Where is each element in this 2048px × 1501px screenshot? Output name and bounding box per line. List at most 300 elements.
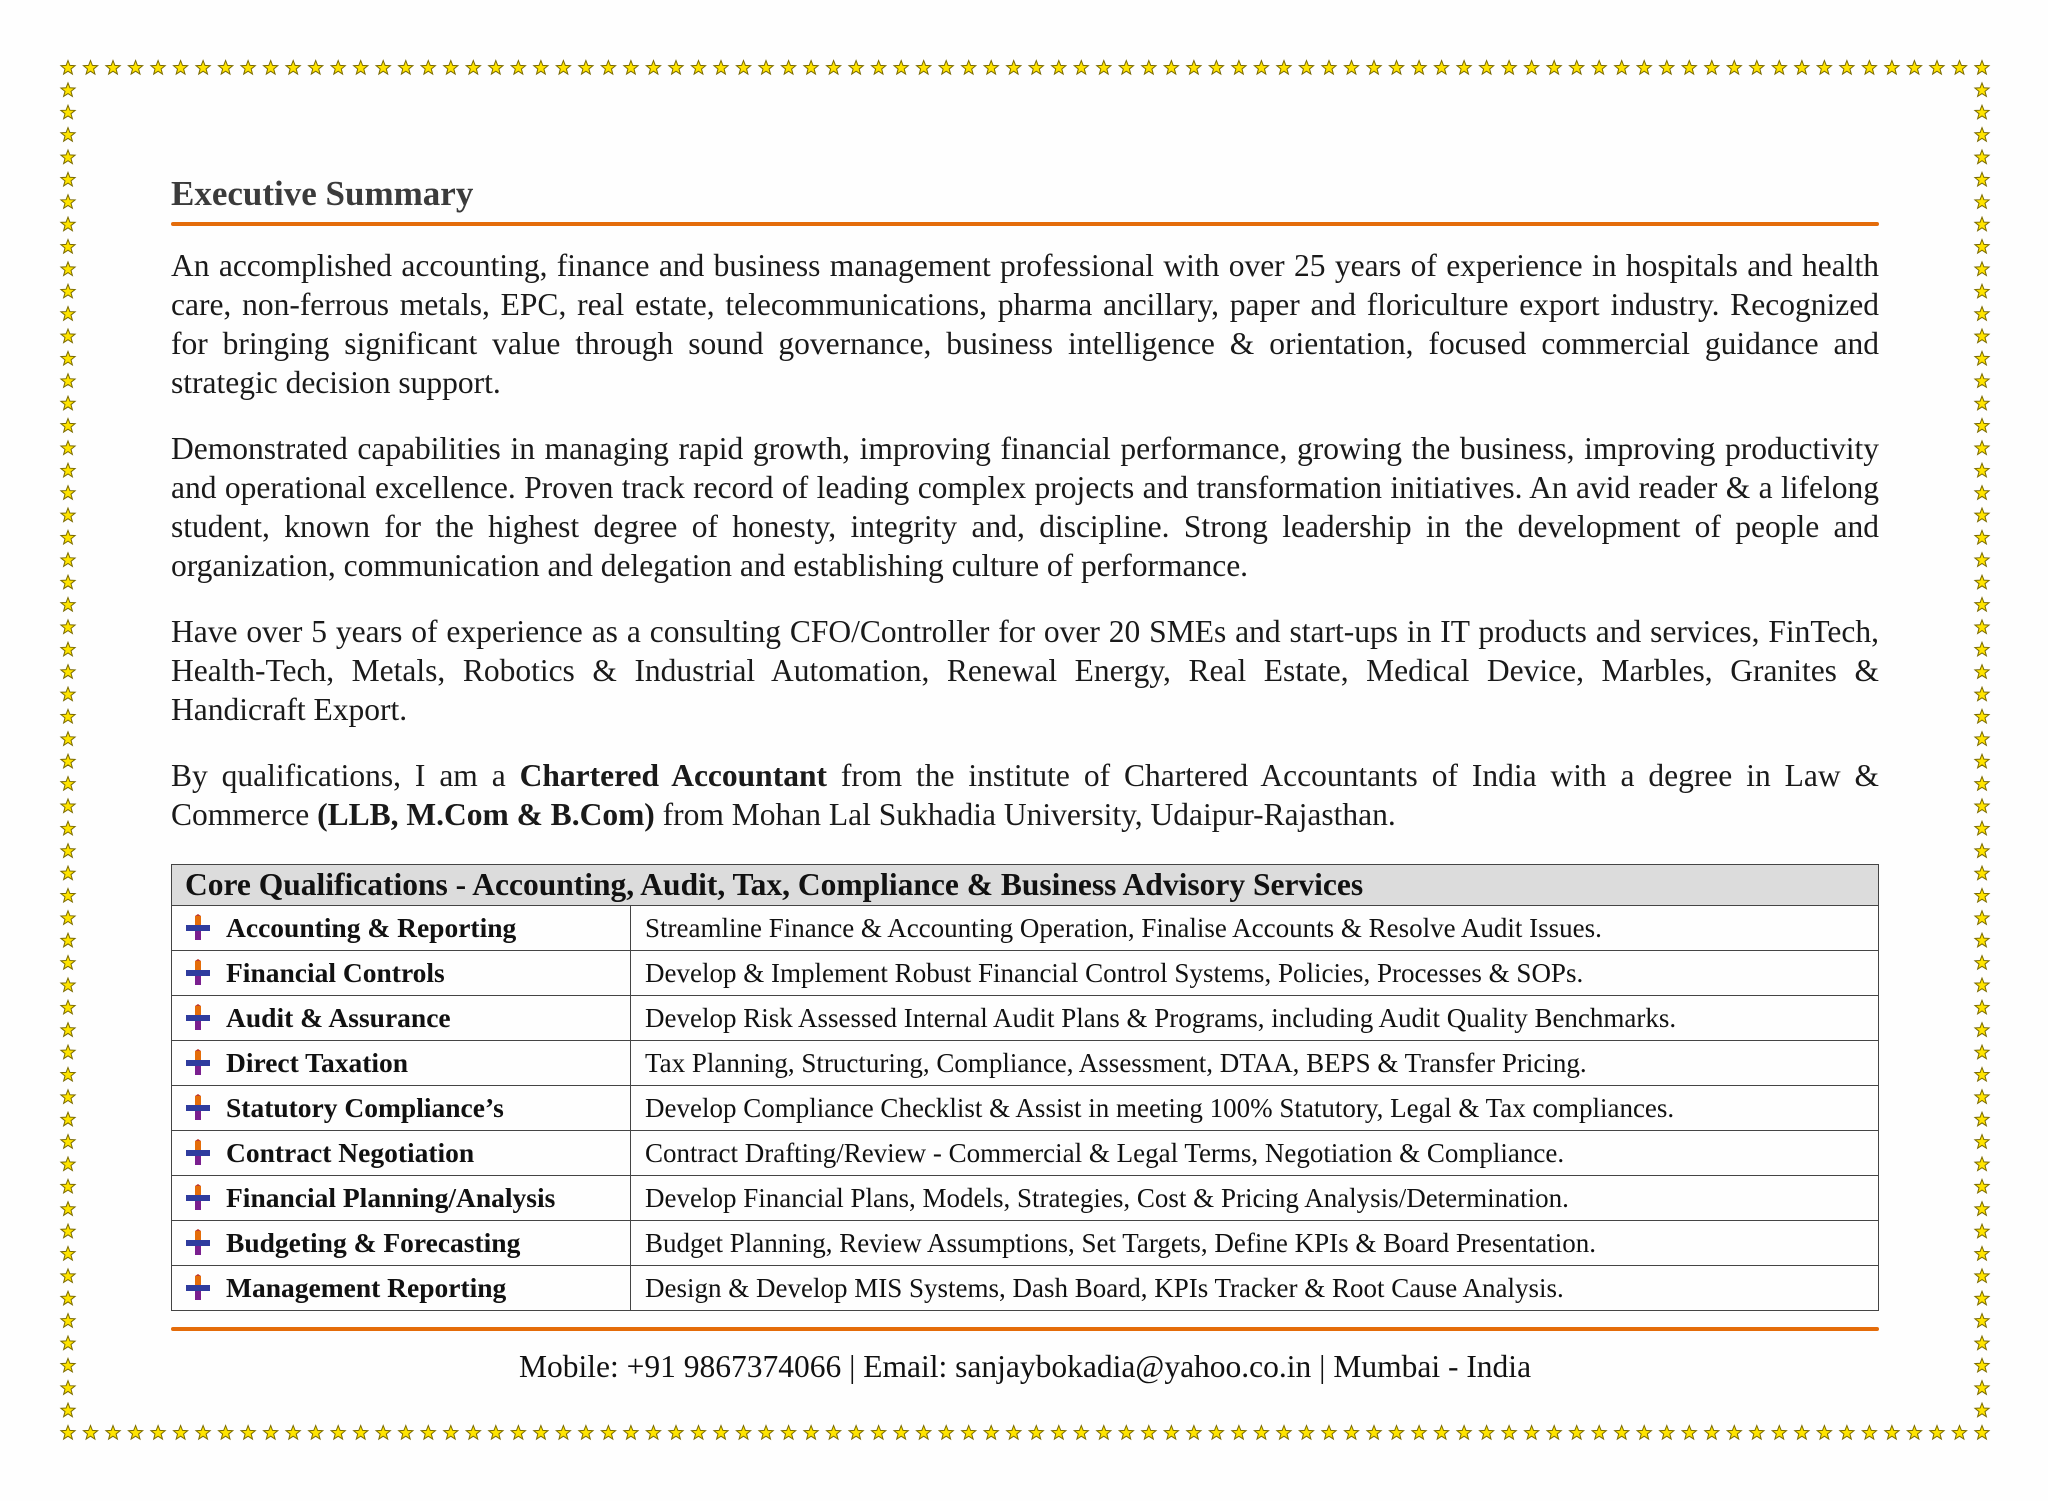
border-star-icon (1570, 1426, 1584, 1440)
border-star-icon (399, 61, 413, 75)
plus-arrow-bullet-icon (184, 959, 226, 987)
border-star-icon (61, 598, 75, 612)
border-star-icon (1975, 665, 1989, 679)
border-star-icon (1975, 396, 1989, 410)
border-star-icon (1164, 61, 1178, 75)
border-star-icon (1975, 1224, 1989, 1238)
border-star-icon (1975, 329, 1989, 343)
border-star-icon (1975, 889, 1989, 903)
border-star-icon (1727, 61, 1741, 75)
border-star-icon (827, 1426, 841, 1440)
qualification-description: Contract Drafting/Review - Commercial & Legal Terms, Negotiation & Compliance. (631, 1131, 1879, 1176)
border-star-icon (1322, 1426, 1336, 1440)
border-star-icon (128, 1426, 142, 1440)
contact-footer: Mobile: +91 9867374066 | Email: sanjaybokadia@yahoo.co.in | Mumbai - India (518, 1349, 1532, 1384)
border-star-icon (804, 61, 818, 75)
qualification-area: Statutory Compliance’s (226, 1092, 504, 1123)
border-star-icon (61, 284, 75, 298)
border-star-icon (174, 1426, 188, 1440)
border-star-icon (61, 1336, 75, 1350)
border-star-icon (714, 1426, 728, 1440)
border-star-icon (61, 105, 75, 119)
qualification-row (172, 951, 1879, 996)
border-star-icon (1975, 1068, 1989, 1082)
border-star-icon (83, 61, 97, 75)
border-star-icon (804, 1426, 818, 1440)
border-star-icon (1029, 1426, 1043, 1440)
border-star-icon (1187, 61, 1201, 75)
border-star-icon (1907, 61, 1921, 75)
border-star-icon (1592, 61, 1606, 75)
qualification-area-cell (172, 1266, 631, 1311)
border-star-icon (1592, 1426, 1606, 1440)
qualification-area-cell (172, 1041, 631, 1086)
border-star-icon (1434, 61, 1448, 75)
border-star-icon (1637, 61, 1651, 75)
border-star-icon (1885, 61, 1899, 75)
qualification-area-cell (172, 906, 631, 951)
border-star-icon (781, 61, 795, 75)
plus-arrow-bullet-icon (184, 1184, 226, 1212)
border-star-icon (1930, 1426, 1944, 1440)
summary-paragraph-1: An accomplished accounting, finance and business management professional with over 25 years of experience in hospitals and health care, non-ferrous metals, EPC, real estate, telecommunications, pharma ancillary, paper and floriculture export industry. Recognized for bringing significant value through sound governance, business intelligence & orientation, focused commercial guidance and strategic decision support. (171, 248, 1879, 400)
border-star-icon (917, 1426, 931, 1440)
qualification-row (172, 1221, 1879, 1266)
qualification-area: Financial Planning/Analysis (226, 1182, 556, 1213)
border-star-icon (61, 1112, 75, 1126)
border-star-icon (1975, 150, 1989, 164)
border-star-icon (1209, 1426, 1223, 1440)
border-star-icon (1975, 709, 1989, 723)
border-star-icon (1547, 1426, 1561, 1440)
border-star-icon (61, 486, 75, 500)
border-star-icon (61, 128, 75, 142)
border-star-icon (61, 374, 75, 388)
border-star-icon (219, 61, 233, 75)
border-star-icon (1975, 284, 1989, 298)
border-star-icon (1367, 1426, 1381, 1440)
footer-rule (171, 1327, 1879, 1331)
core-qualifications-header: Core Qualifications - Accounting, Audit, Tax, Compliance & Business Advisory Services (172, 865, 1879, 906)
qualification-description: Design & Develop MIS Systems, Dash Board, KPIs Tracker & Root Cause Analysis. (631, 1266, 1879, 1311)
border-star-icon (1975, 620, 1989, 634)
border-star-icon (1615, 61, 1629, 75)
border-star-icon (264, 61, 278, 75)
border-star-icon (61, 844, 75, 858)
border-star-icon (61, 1090, 75, 1104)
border-star-icon (534, 1426, 548, 1440)
border-star-icon (61, 1403, 75, 1417)
border-star-icon (714, 61, 728, 75)
border-star-icon (1975, 1157, 1989, 1171)
border-star-icon (511, 1426, 525, 1440)
border-star-icon (1007, 61, 1021, 75)
border-star-icon (1412, 1426, 1426, 1440)
border-star-icon (1795, 1426, 1809, 1440)
border-star-icon (1975, 1336, 1989, 1350)
border-star-icon (646, 1426, 660, 1440)
border-star-icon (1277, 1426, 1291, 1440)
qualification-description: Develop Financial Plans, Models, Strategies, Cost & Pricing Analysis/Determination. (631, 1176, 1879, 1221)
border-star-icon (286, 61, 300, 75)
border-star-icon (1975, 642, 1989, 656)
border-star-icon (669, 1426, 683, 1440)
border-star-icon (61, 956, 75, 970)
border-star-icon (1029, 61, 1043, 75)
border-star-icon (1975, 262, 1989, 276)
border-star-icon (61, 172, 75, 186)
qualification-area: Audit & Assurance (226, 1002, 451, 1033)
border-star-icon (1412, 61, 1426, 75)
border-star-icon (61, 83, 75, 97)
section-title: Executive Summary (171, 174, 474, 213)
border-star-icon (1074, 1426, 1088, 1440)
border-star-icon (646, 61, 660, 75)
border-star-icon (1705, 1426, 1719, 1440)
border-star-icon (511, 61, 525, 75)
border-star-icon (61, 687, 75, 701)
border-star-icon (579, 1426, 593, 1440)
border-star-icon (331, 1426, 345, 1440)
border-star-icon (1975, 1358, 1989, 1372)
qualification-area: Direct Taxation (226, 1047, 409, 1078)
border-star-icon (1637, 1426, 1651, 1440)
border-star-icon (1975, 441, 1989, 455)
border-star-icon (1975, 598, 1989, 612)
border-star-icon (61, 642, 75, 656)
border-star-icon (1975, 419, 1989, 433)
border-star-icon (61, 61, 75, 75)
border-star-icon (872, 1426, 886, 1440)
border-star-icon (151, 61, 165, 75)
qualification-description: Develop Compliance Checklist & Assist in meeting 100% Statutory, Legal & Tax compliances. (631, 1086, 1879, 1131)
border-star-icon (61, 1045, 75, 1059)
border-star-icon (61, 508, 75, 522)
border-star-icon (61, 911, 75, 925)
border-star-icon (1772, 61, 1786, 75)
border-star-icon (61, 1068, 75, 1082)
border-star-icon (1975, 1269, 1989, 1283)
border-star-icon (1862, 61, 1876, 75)
border-star-icon (61, 1224, 75, 1238)
border-star-icon (962, 1426, 976, 1440)
border-star-icon (61, 933, 75, 947)
border-star-icon (61, 1247, 75, 1261)
border-star-icon (579, 61, 593, 75)
border-star-icon (1480, 61, 1494, 75)
title-underline (171, 222, 1879, 226)
border-star-icon (1975, 1403, 1989, 1417)
border-star-icon (1052, 1426, 1066, 1440)
border-star-icon (61, 821, 75, 835)
border-star-icon (1975, 933, 1989, 947)
border-star-icon (1705, 61, 1719, 75)
border-star-icon (1232, 61, 1246, 75)
border-star-icon (376, 61, 390, 75)
border-star-icon (61, 709, 75, 723)
border-star-icon (759, 1426, 773, 1440)
border-star-icon (331, 61, 345, 75)
plus-arrow-bullet-icon (184, 1229, 226, 1257)
border-star-icon (444, 61, 458, 75)
border-star-icon (849, 61, 863, 75)
qualification-degrees: (LLB, M.Com & B.Com) (317, 797, 655, 832)
border-star-icon (1570, 61, 1584, 75)
qualification-area-cell (172, 1176, 631, 1221)
border-star-icon (624, 61, 638, 75)
border-star-icon (1952, 61, 1966, 75)
border-star-icon (354, 61, 368, 75)
border-star-icon (1975, 911, 1989, 925)
border-star-icon (61, 1358, 75, 1372)
border-star-icon (421, 1426, 435, 1440)
border-star-icon (1975, 1291, 1989, 1305)
border-star-icon (1817, 1426, 1831, 1440)
border-star-icon (1975, 128, 1989, 142)
border-star-icon (1682, 1426, 1696, 1440)
border-star-icon (1682, 61, 1696, 75)
border-star-icon (61, 530, 75, 544)
border-star-icon (624, 1426, 638, 1440)
border-star-icon (894, 61, 908, 75)
border-star-icon (61, 799, 75, 813)
summary-paragraph-4 (171, 756, 1879, 834)
border-star-icon (61, 1426, 75, 1440)
border-star-icon (241, 61, 255, 75)
border-star-icon (1975, 172, 1989, 186)
border-star-icon (601, 61, 615, 75)
qualification-row (172, 1131, 1879, 1176)
border-star-icon (61, 307, 75, 321)
border-star-icon (174, 61, 188, 75)
border-star-icon (556, 1426, 570, 1440)
border-star-icon (241, 1426, 255, 1440)
plus-arrow-bullet-icon (184, 1139, 226, 1167)
border-star-icon (1975, 105, 1989, 119)
border-star-icon (1975, 732, 1989, 746)
border-star-icon (61, 351, 75, 365)
plus-arrow-bullet-icon (184, 914, 226, 942)
border-star-icon (1142, 61, 1156, 75)
border-star-icon (1975, 240, 1989, 254)
qualification-area: Accounting & Reporting (226, 912, 517, 943)
border-star-icon (556, 61, 570, 75)
border-star-icon (849, 1426, 863, 1440)
border-star-icon (894, 1426, 908, 1440)
border-star-icon (691, 61, 705, 75)
border-star-icon (61, 195, 75, 209)
border-star-icon (421, 61, 435, 75)
border-star-icon (1975, 978, 1989, 992)
qualification-row (172, 1041, 1879, 1086)
qualification-area: Financial Controls (226, 957, 445, 988)
qualification-area: Management Reporting (226, 1272, 507, 1303)
qualification-text-3: from Mohan Lal Sukhadia University, Udaipur-Rajasthan. (654, 797, 1396, 832)
border-star-icon (1119, 1426, 1133, 1440)
border-star-icon (61, 150, 75, 164)
border-star-icon (466, 1426, 480, 1440)
border-star-icon (1277, 61, 1291, 75)
border-star-icon (1660, 1426, 1674, 1440)
border-star-icon (151, 1426, 165, 1440)
border-star-icon (219, 1426, 233, 1440)
border-star-icon (534, 61, 548, 75)
border-star-icon (309, 61, 323, 75)
summary-paragraph-3: Have over 5 years of experience as a consulting CFO/Controller for over 20 SMEs and start-ups in IT products and services, FinTech, Health-Tech, Metals, Robotics & Industrial Automation, Renewal Energy, Real Estate, Medical Device, Marbles, Granites & Handicraft Export. (171, 614, 1879, 727)
border-star-icon (939, 1426, 953, 1440)
border-star-icon (1772, 1426, 1786, 1440)
border-star-icon (691, 1426, 705, 1440)
border-star-icon (1975, 486, 1989, 500)
border-star-icon (1975, 821, 1989, 835)
border-star-icon (827, 61, 841, 75)
qualification-row (172, 1266, 1879, 1311)
border-star-icon (1209, 61, 1223, 75)
border-star-icon (106, 1426, 120, 1440)
border-star-icon (1975, 217, 1989, 231)
border-star-icon (1525, 61, 1539, 75)
border-star-icon (1975, 351, 1989, 365)
border-star-icon (736, 1426, 750, 1440)
border-star-icon (1615, 1426, 1629, 1440)
border-star-icon (1344, 1426, 1358, 1440)
core-qualifications-body (172, 906, 1879, 1311)
border-star-icon (1097, 1426, 1111, 1440)
border-star-icon (1975, 1179, 1989, 1193)
border-star-icon (917, 61, 931, 75)
border-star-icon (1795, 61, 1809, 75)
border-star-icon (1750, 1426, 1764, 1440)
border-star-icon (61, 754, 75, 768)
border-star-icon (61, 1157, 75, 1171)
plus-arrow-bullet-icon (184, 1274, 226, 1302)
border-star-icon (1975, 1314, 1989, 1328)
qualification-area-cell (172, 1131, 631, 1176)
border-star-icon (781, 1426, 795, 1440)
border-star-icon (1502, 61, 1516, 75)
border-star-icon (106, 61, 120, 75)
border-star-icon (61, 396, 75, 410)
border-star-icon (1975, 866, 1989, 880)
border-star-icon (1299, 61, 1313, 75)
border-star-icon (1389, 1426, 1403, 1440)
plus-arrow-bullet-icon (184, 1049, 226, 1077)
border-star-icon (83, 1426, 97, 1440)
border-star-icon (61, 665, 75, 679)
border-star-icon (1975, 374, 1989, 388)
border-star-icon (1907, 1426, 1921, 1440)
border-star-icon (1457, 61, 1471, 75)
border-star-icon (1547, 61, 1561, 75)
border-star-icon (1187, 1426, 1201, 1440)
border-star-icon (128, 61, 142, 75)
page-content (171, 168, 1879, 1387)
border-star-icon (1052, 61, 1066, 75)
border-star-icon (61, 262, 75, 276)
border-star-icon (61, 1135, 75, 1149)
border-star-icon (61, 329, 75, 343)
qualification-description: Budget Planning, Review Assumptions, Set Targets, Define KPIs & Board Presentation. (631, 1221, 1879, 1266)
border-star-icon (1007, 1426, 1021, 1440)
core-qualifications-table (171, 864, 1879, 1311)
border-star-icon (759, 61, 773, 75)
border-star-icon (601, 1426, 615, 1440)
border-star-icon (1975, 1023, 1989, 1037)
qualification-area-cell (172, 996, 631, 1041)
border-star-icon (1975, 530, 1989, 544)
border-star-icon (1975, 463, 1989, 477)
border-star-icon (264, 1426, 278, 1440)
qualification-description: Tax Planning, Structuring, Compliance, Assessment, DTAA, BEPS & Transfer Pricing. (631, 1041, 1879, 1086)
border-star-icon (1480, 1426, 1494, 1440)
border-star-icon (1930, 61, 1944, 75)
border-star-icon (1840, 61, 1854, 75)
border-star-icon (1254, 1426, 1268, 1440)
qualification-text-2: from the institute of Chartered Accountants of India with a degree in Law & Commerce (171, 758, 1879, 832)
qualification-row (172, 1086, 1879, 1131)
qualification-row (172, 996, 1879, 1041)
border-star-icon (489, 61, 503, 75)
border-star-icon (1952, 1426, 1966, 1440)
border-star-icon (1322, 61, 1336, 75)
border-star-icon (61, 553, 75, 567)
border-star-icon (196, 1426, 210, 1440)
border-star-icon (61, 441, 75, 455)
border-star-icon (1975, 83, 1989, 97)
border-star-icon (1344, 61, 1358, 75)
border-star-icon (61, 1023, 75, 1037)
qualification-description: Develop Risk Assessed Internal Audit Plans & Programs, including Audit Quality Benchmarks. (631, 996, 1879, 1041)
border-star-icon (61, 866, 75, 880)
border-star-icon (736, 61, 750, 75)
border-star-icon (1457, 1426, 1471, 1440)
border-star-icon (1975, 508, 1989, 522)
border-star-icon (61, 1269, 75, 1283)
border-star-icon (1660, 61, 1674, 75)
border-star-icon (1434, 1426, 1448, 1440)
qualification-area: Contract Negotiation (226, 1137, 475, 1168)
border-star-icon (962, 61, 976, 75)
border-star-icon (61, 217, 75, 231)
border-star-icon (61, 419, 75, 433)
border-star-icon (669, 61, 683, 75)
border-star-icon (61, 777, 75, 791)
border-star-icon (286, 1426, 300, 1440)
border-star-icon (1975, 1247, 1989, 1261)
border-star-icon (1254, 61, 1268, 75)
border-star-icon (1525, 1426, 1539, 1440)
border-star-icon (1097, 61, 1111, 75)
border-star-icon (1975, 1112, 1989, 1126)
border-star-icon (309, 1426, 323, 1440)
border-star-icon (1975, 195, 1989, 209)
border-star-icon (1074, 61, 1088, 75)
border-star-icon (61, 240, 75, 254)
border-star-icon (1975, 1135, 1989, 1149)
border-star-icon (61, 889, 75, 903)
border-star-icon (1975, 553, 1989, 567)
border-star-icon (1975, 956, 1989, 970)
qualification-ca: Chartered Accountant (519, 758, 827, 793)
border-star-icon (61, 1381, 75, 1395)
border-star-icon (1367, 61, 1381, 75)
border-star-icon (984, 1426, 998, 1440)
border-star-icon (1750, 61, 1764, 75)
border-star-icon (1164, 1426, 1178, 1440)
border-star-icon (489, 1426, 503, 1440)
border-star-icon (1975, 1426, 1989, 1440)
border-star-icon (444, 1426, 458, 1440)
